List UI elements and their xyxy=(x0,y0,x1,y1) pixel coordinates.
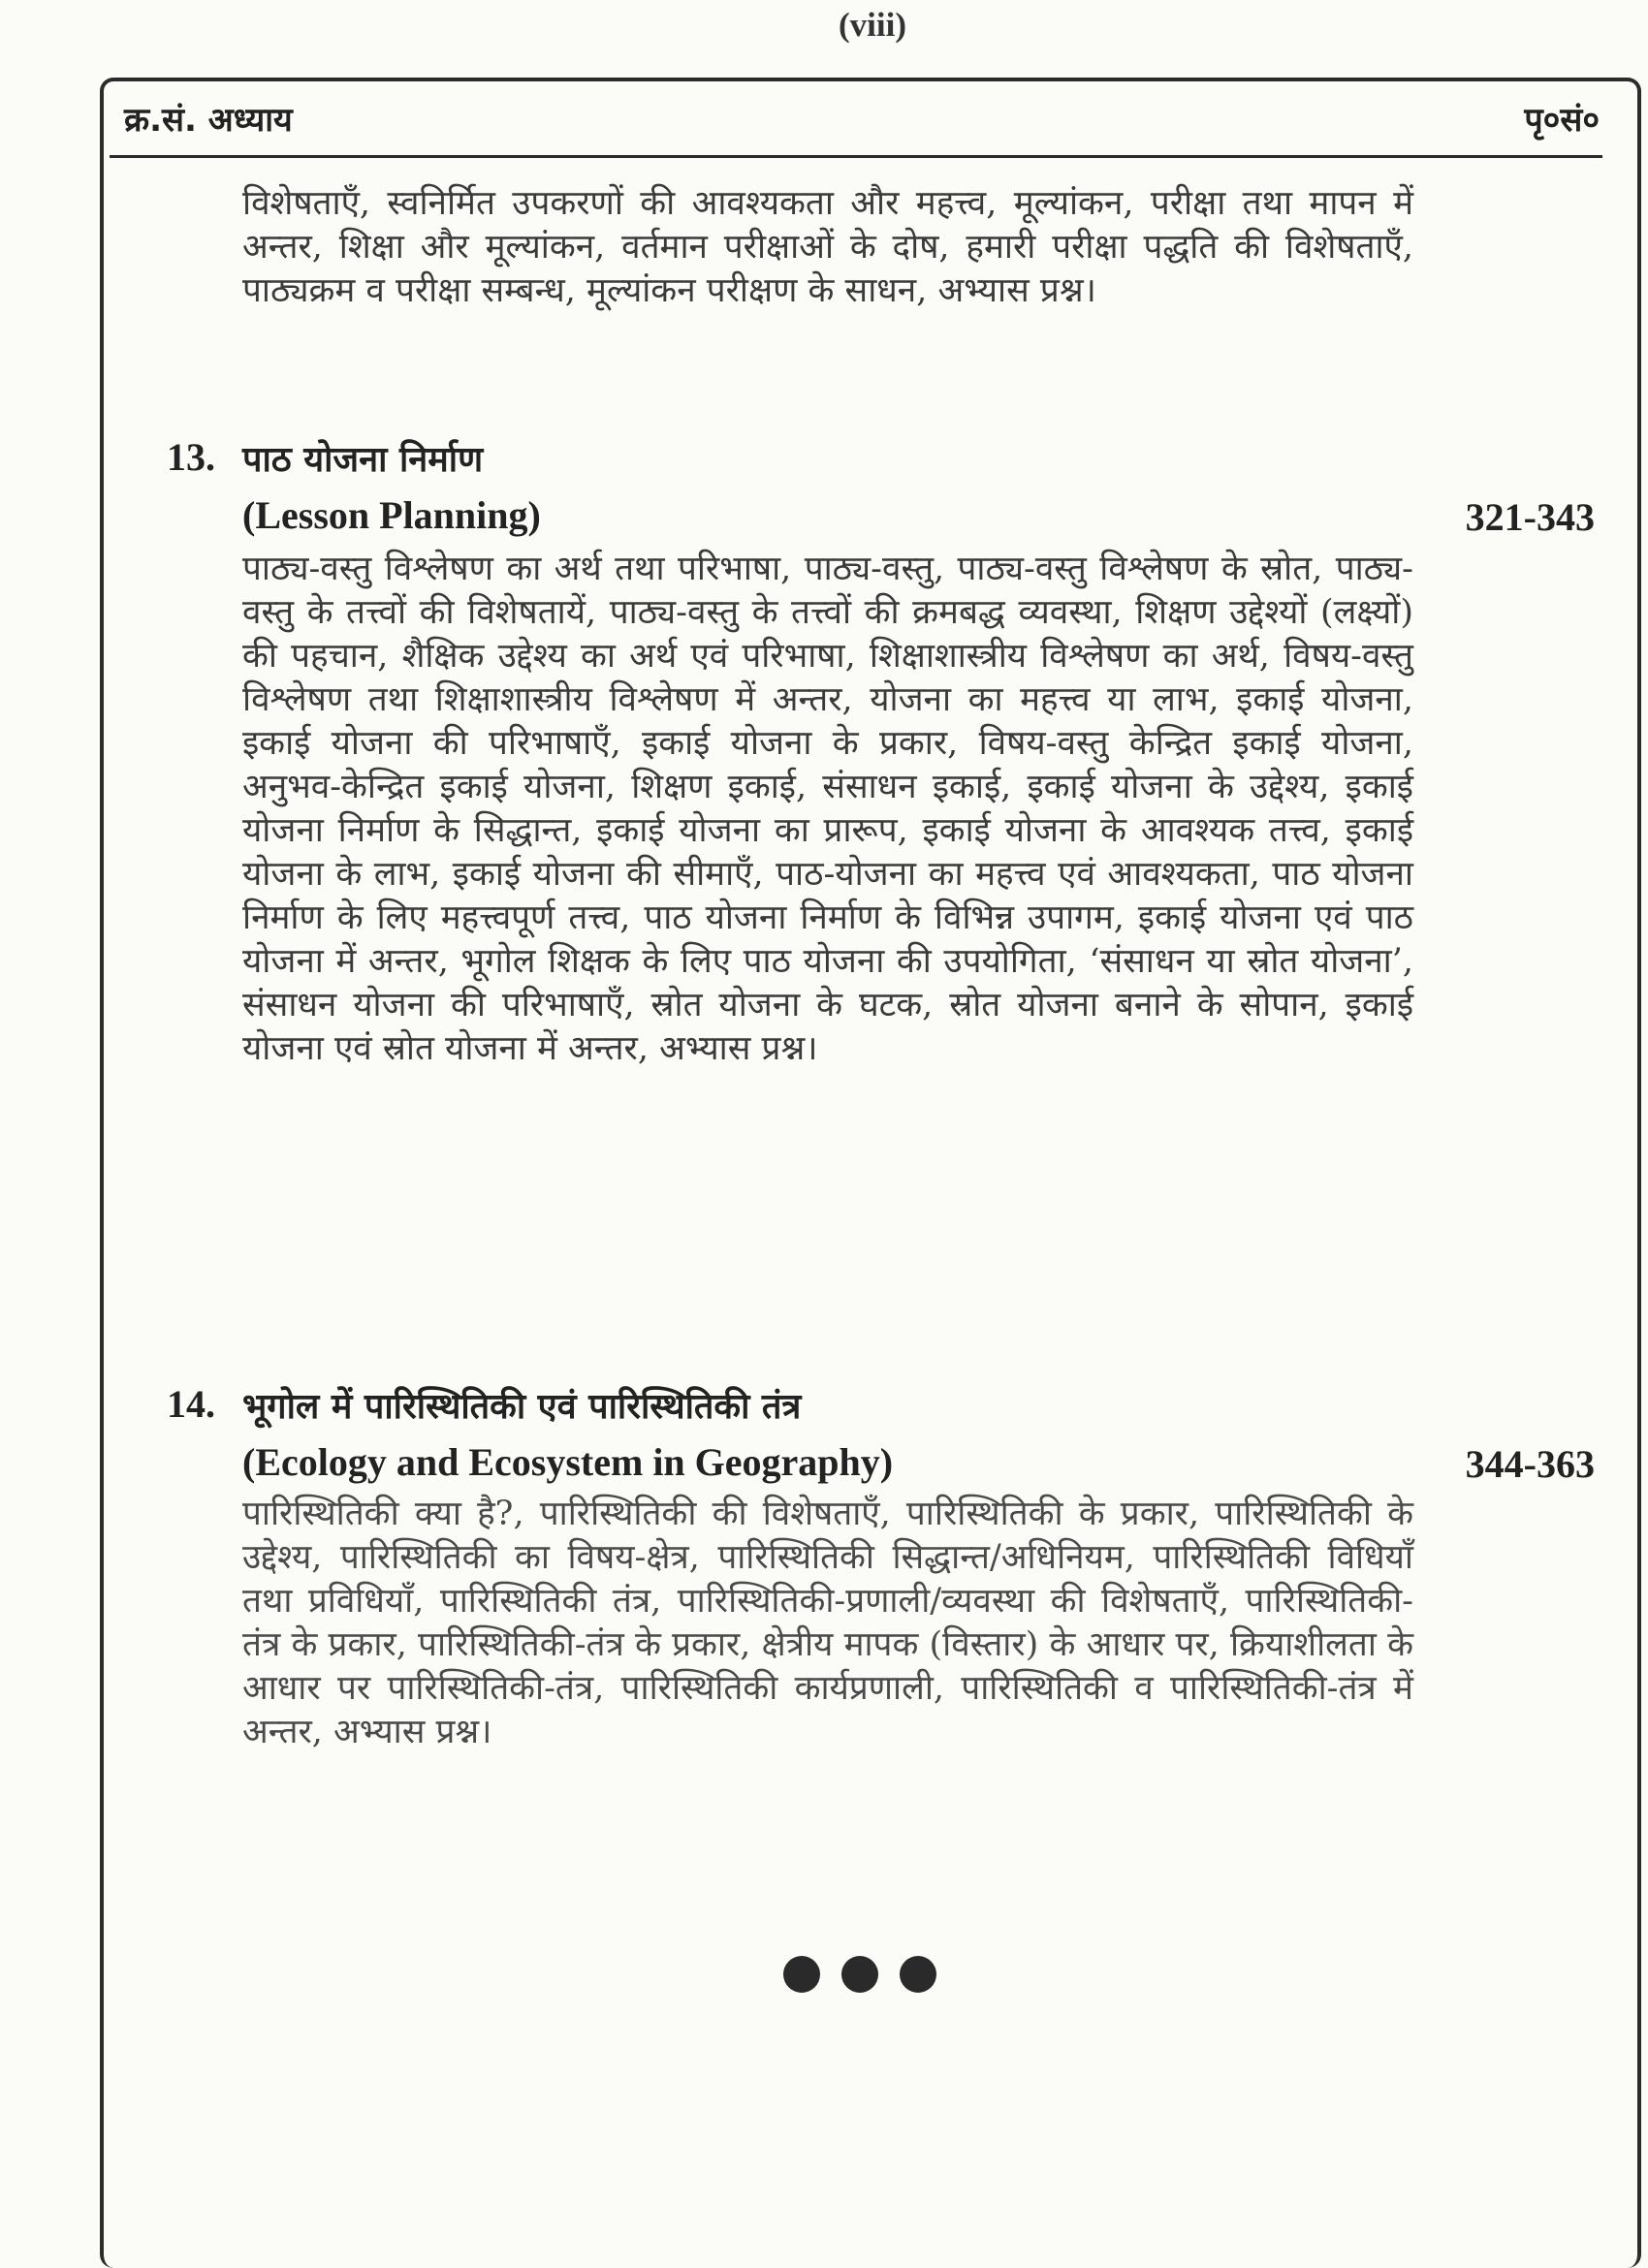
chapter-13-number: 13. xyxy=(167,435,215,479)
continued-chapter-description: विशेषताएँ, स्वनिर्मित उपकरणों की आवश्यकता और महत्त्व, मूल्यांकन, परीक्षा तथा मापन में अन्तर, शिक्षा और मूल्यांकन, वर्तमान परीक्षाओं के दोष, हमारी परीक्षा पद्धति की विशेषताएँ, पाठ्यक्रम व परीक्षा सम्बन्ध, मूल्यांकन परीक्षण के साधन, अभ्यास प्रश्न। xyxy=(242,184,1413,310)
chapter-14-pages: 344-363 xyxy=(1465,1442,1595,1486)
chapter-13-title-hindi: पाठ योजना निर्माण xyxy=(242,440,484,480)
contents-frame xyxy=(100,78,1641,2268)
chapter-14-title-english: (Ecology and Ecosystem in Geography) xyxy=(242,1440,894,1484)
header-divider xyxy=(110,155,1602,158)
chapter-14-number: 14. xyxy=(167,1382,215,1426)
chapter-14-description: पारिस्थितिकी क्या है?, पारिस्थितिकी की विशेषताएँ, पारिस्थितिकी के प्रकार, पारिस्थितिकी के उद्देश्य, पारिस्थितिकी का विषय-क्षेत्र, पारिस्थितिकी सिद्धान्त/अधिनियम, पारिस्थितिकी विधियाँ तथा प्रविधियाँ, पारिस्थितिकी तंत्र, पारिस्थितिकी-प्रणाली/व्यवस्था की विशेषताएँ, पारिस्थितिकी-तंत्र के प्रकार, पारिस्थितिकी-तंत्र के प्रकार, क्षेत्रीय मापक (विस्तार) के आधार पर, क्रियाशीलता के आधार पर पारिस्थितिकी-तंत्र, पारिस्थितिकी कार्यप्रणाली, पारिस्थितिकी व पारिस्थितिकी-तंत्र में अन्तर, अभ्यास प्रश्न। xyxy=(242,1495,1413,1751)
header-page-number-label: पृ०सं० xyxy=(1524,101,1600,140)
chapter-13-description: पाठ्य-वस्तु विश्लेषण का अर्थ तथा परिभाषा, पाठ्य-वस्तु, पाठ्य-वस्तु विश्लेषण के स्रोत, पाठ्य-वस्तु के तत्त्वों की विशेषतायें, पाठ्य-वस्तु के तत्त्वों की क्रमबद्ध व्यवस्था, शिक्षण उद्देश्यों (लक्ष्यों) की पहचान, शैक्षिक उद्देश्य का अर्थ एवं परिभाषा, शिक्षाशास्त्रीय विश्लेषण का अर्थ, विषय-वस्तु विश्लेषण तथा शिक्षाशास्त्रीय विश्लेषण में अन्तर, योजना का महत्त्व या लाभ, इकाई योजना, इकाई योजना की परिभाषाएँ, इकाई योजना के प्रकार, विषय-वस्तु केन्द्रित इकाई योजना, अनुभव-केन्द्रित इकाई योजना, शिक्षण इकाई, संसाधन इकाई, इकाई योजना के उद्देश्य, इकाई योजना निर्माण के सिद्धान्त, इकाई योजना का प्रारूप, इकाई योजना के आवश्यक तत्त्व, इकाई योजना के लाभ, इकाई योजना की सीमाएँ, पाठ-योजना का महत्त्व एवं आवश्यकता, पाठ योजना निर्माण के लिए महत्त्वपूर्ण तत्त्व, पाठ योजना निर्माण के विभिन्न उपागम, इकाई योजना एवं पाठ योजना में अन्तर, भूगोल शिक्षक के लिए पाठ योजना की उपयोगिता, ‘संसाधन या स्रोत योजना’, संसाधन योजना की परिभाषाएँ, स्रोत योजना के घटक, स्रोत योजना बनाने के सोपान, इकाई योजना एवं स्रोत योजना में अन्तर, अभ्यास प्रश्न। xyxy=(242,550,1413,1068)
ornament-dot xyxy=(900,1956,936,1993)
chapter-13-pages: 321-343 xyxy=(1465,495,1595,539)
ornament-dot xyxy=(841,1956,878,1993)
header-serial-chapter-label: क्र.सं. अध्याय xyxy=(124,101,293,140)
table-header xyxy=(114,92,1600,156)
ornament-dot xyxy=(783,1956,820,1993)
page-number: (viii) xyxy=(839,6,906,44)
chapter-14-title-hindi: भूगोल में पारिस्थितिकी एवं पारिस्थितिकी तंत्र xyxy=(242,1387,802,1427)
end-ornament xyxy=(783,1956,936,1993)
chapter-13-title-english: (Lesson Planning) xyxy=(242,493,541,537)
